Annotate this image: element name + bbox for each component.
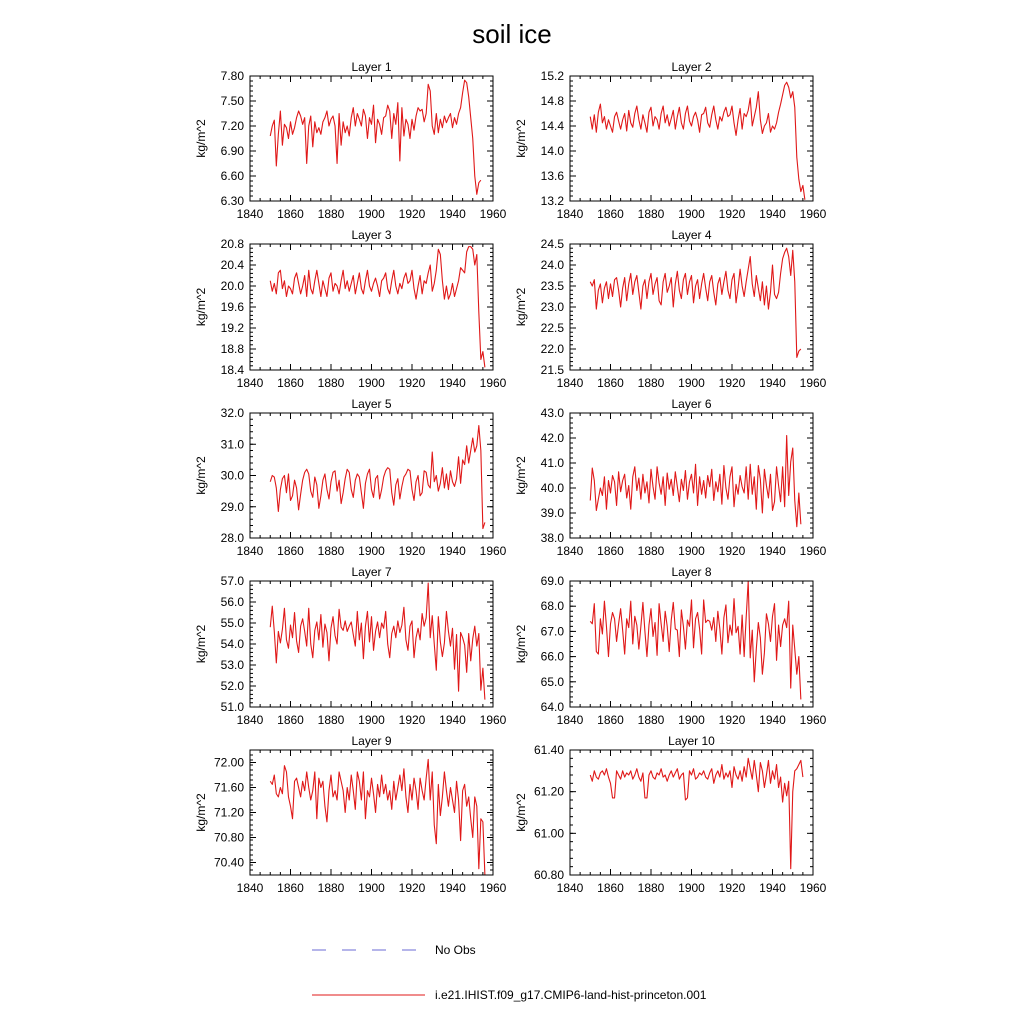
layer-6-xtick-label: 1880	[637, 544, 665, 558]
layer-2-xtick-label: 1880	[637, 207, 665, 221]
layer-3-title: Layer 3	[351, 228, 392, 242]
layer-8-xtick-label: 1900	[678, 713, 705, 727]
layer-6-panel	[514, 397, 827, 558]
layer-2-title: Layer 2	[671, 60, 712, 74]
layer-10-xtick-label: 1900	[678, 881, 705, 895]
layer-6-xtick-label: 1920	[718, 544, 746, 558]
layer-4-ytick-label: 24.5	[540, 237, 564, 251]
layer-6-series-line	[590, 436, 801, 527]
layer-1-ytick-label: 6.30	[220, 194, 244, 208]
layer-5-xtick-label: 1880	[317, 544, 345, 558]
layer-1-xtick-label: 1840	[236, 207, 264, 221]
layer-9-ytick-label: 72.00	[213, 755, 244, 770]
panels	[194, 60, 827, 895]
layer-5-xtick-label: 1860	[277, 544, 304, 558]
layer-8-xtick-label: 1880	[637, 713, 665, 727]
layer-7-ytick-label: 53.0	[220, 658, 244, 672]
layer-10-series-line	[590, 758, 803, 868]
layer-5-ylabel: kg/m^2	[194, 456, 208, 495]
layer-6-ytick-label: 38.0	[540, 531, 564, 545]
layer-1-ytick-label: 7.80	[220, 69, 244, 83]
layer-1-xtick-label: 1860	[277, 207, 304, 221]
layer-8-ytick-label: 65.0	[540, 674, 564, 689]
layer-4-ytick-label: 21.5	[540, 363, 564, 377]
legend-no-obs-label: No Obs	[435, 943, 476, 957]
layer-1-panel	[194, 60, 507, 221]
layer-9-series-line	[270, 759, 485, 875]
layer-2-series-line	[590, 82, 805, 200]
layer-7-xtick-label: 1920	[398, 713, 426, 727]
layer-7-ylabel: kg/m^2	[194, 624, 208, 664]
layer-9-xtick-label: 1880	[317, 881, 345, 895]
layer-1-ytick-label: 7.50	[220, 94, 244, 108]
layer-10-title: Layer 10	[668, 734, 715, 748]
layer-10-xtick-label: 1840	[556, 881, 584, 895]
layer-1-xtick-label: 1940	[439, 207, 466, 221]
layer-2-xtick-label: 1840	[556, 207, 584, 221]
layer-7-ytick-label: 54.0	[220, 637, 244, 651]
layer-4-ytick-label: 22.0	[540, 342, 564, 356]
layer-2-ylabel: kg/m^2	[514, 119, 528, 158]
layer-9-xtick-label: 1900	[358, 881, 385, 895]
layer-3-xtick-label: 1940	[439, 376, 466, 390]
layer-7-xtick-label: 1840	[236, 713, 264, 727]
layer-3-panel	[194, 228, 507, 390]
layer-3-ytick-label: 20.4	[220, 258, 244, 272]
layer-5-xtick-label: 1920	[398, 544, 426, 558]
layer-2-xtick-label: 1900	[678, 207, 705, 221]
layer-5-ytick-label: 32.0	[220, 406, 244, 420]
layer-4-panel	[514, 228, 827, 390]
layer-4-xtick-label: 1920	[718, 376, 746, 390]
layer-6-ytick-label: 39.0	[540, 506, 564, 520]
layer-8-series-line	[590, 581, 801, 699]
layer-8-xtick-label: 1940	[759, 713, 786, 727]
layer-2-xtick-label: 1960	[799, 207, 827, 221]
layer-6-ytick-label: 40.0	[540, 481, 564, 495]
layer-7-title: Layer 7	[351, 565, 392, 579]
legend-model-label: i.e21.IHIST.f09_g17.CMIP6-land-hist-princeton.001	[435, 988, 707, 1002]
layer-5-xtick-label: 1940	[439, 544, 466, 558]
layer-6-xtick-label: 1900	[678, 544, 705, 558]
layer-7-xtick-label: 1880	[317, 713, 345, 727]
layer-1-ylabel: kg/m^2	[194, 119, 208, 158]
layer-10-ytick-label: 61.00	[533, 826, 564, 841]
layer-3-xtick-label: 1960	[479, 376, 507, 390]
layer-5-ytick-label: 29.0	[220, 499, 244, 514]
layer-4-title: Layer 4	[671, 228, 712, 242]
layer-2-ytick-label: 14.0	[540, 144, 564, 158]
layer-10-xtick-label: 1940	[759, 881, 786, 895]
layer-9-ytick-label: 70.40	[213, 855, 244, 870]
layer-9-xtick-label: 1840	[236, 881, 264, 895]
layer-3-ytick-label: 19.6	[220, 300, 244, 314]
layer-4-xtick-label: 1940	[759, 376, 786, 390]
layer-10-panel	[514, 734, 827, 895]
layer-9-ytick-label: 71.60	[213, 780, 244, 795]
layer-5-ytick-label: 31.0	[220, 437, 244, 452]
layer-1-title: Layer 1	[351, 60, 392, 74]
layer-2-xtick-label: 1940	[759, 207, 786, 221]
legend	[312, 943, 707, 1002]
layer-2-ytick-label: 13.6	[540, 169, 564, 183]
figure-title: soil ice	[472, 19, 552, 49]
layer-9-xtick-label: 1860	[277, 881, 304, 895]
layer-9-xtick-label: 1960	[479, 881, 507, 895]
layer-4-series-line	[590, 248, 801, 357]
layer-7-xtick-label: 1940	[439, 713, 466, 727]
layer-9-ylabel: kg/m^2	[194, 793, 208, 832]
layer-8-ytick-label: 68.0	[540, 599, 564, 614]
layer-5-xtick-label: 1960	[479, 544, 507, 558]
layer-4-xtick-label: 1840	[556, 376, 584, 390]
layer-4-ytick-label: 23.5	[540, 279, 564, 293]
layer-3-ylabel: kg/m^2	[194, 287, 208, 327]
layer-8-xtick-label: 1960	[799, 713, 827, 727]
layer-6-ytick-label: 42.0	[540, 431, 564, 445]
layer-4-frame	[570, 244, 813, 370]
layer-8-ylabel: kg/m^2	[514, 624, 528, 664]
layer-3-xtick-label: 1840	[236, 376, 264, 390]
layer-4-ylabel: kg/m^2	[514, 287, 528, 327]
layer-4-xtick-label: 1960	[799, 376, 827, 390]
layer-4-xtick-label: 1880	[637, 376, 665, 390]
layer-8-ytick-label: 67.0	[540, 624, 564, 639]
layer-10-ytick-label: 61.40	[533, 743, 564, 757]
layer-7-xtick-label: 1900	[358, 713, 385, 727]
layer-2-panel	[514, 60, 827, 221]
layer-1-xtick-label: 1920	[398, 207, 426, 221]
layer-2-ytick-label: 15.2	[540, 69, 564, 83]
layer-3-ytick-label: 20.0	[220, 279, 244, 293]
layer-8-ytick-label: 69.0	[540, 574, 564, 588]
layer-7-xtick-label: 1960	[479, 713, 507, 727]
layer-10-xtick-label: 1880	[637, 881, 665, 895]
layer-8-xtick-label: 1920	[718, 713, 746, 727]
layer-7-ytick-label: 51.0	[220, 700, 244, 714]
layer-3-ytick-label: 19.2	[220, 321, 244, 335]
layer-3-ytick-label: 18.4	[220, 363, 244, 377]
layer-8-panel	[514, 565, 827, 727]
layer-3-xtick-label: 1860	[277, 376, 304, 390]
layer-2-ytick-label: 14.8	[540, 94, 564, 108]
layer-3-ytick-label: 20.8	[220, 237, 244, 251]
layer-9-xtick-label: 1920	[398, 881, 426, 895]
layer-1-ytick-label: 6.60	[220, 169, 244, 183]
layer-1-frame	[250, 76, 493, 201]
layer-5-title: Layer 5	[351, 397, 392, 411]
layer-8-ytick-label: 64.0	[540, 700, 564, 714]
layer-7-ytick-label: 56.0	[220, 595, 244, 609]
layer-7-ytick-label: 55.0	[220, 616, 244, 630]
layer-5-series-line	[270, 426, 485, 529]
layer-6-xtick-label: 1960	[799, 544, 827, 558]
layer-7-series-line	[270, 583, 485, 700]
layer-7-xtick-label: 1860	[277, 713, 304, 727]
layer-4-xtick-label: 1860	[597, 376, 624, 390]
layer-3-ytick-label: 18.8	[220, 342, 244, 356]
layer-4-ytick-label: 23.0	[540, 300, 564, 314]
layer-10-xtick-label: 1920	[718, 881, 746, 895]
layer-4-xtick-label: 1900	[678, 376, 705, 390]
layer-5-ytick-label: 28.0	[220, 531, 244, 545]
layer-5-xtick-label: 1840	[236, 544, 264, 558]
layer-1-xtick-label: 1880	[317, 207, 345, 221]
layer-9-title: Layer 9	[351, 734, 392, 748]
layer-2-ytick-label: 14.4	[540, 119, 564, 133]
layer-1-ytick-label: 6.90	[220, 144, 244, 158]
layer-10-ytick-label: 61.20	[533, 784, 564, 799]
layer-9-frame	[250, 750, 493, 875]
layer-5-panel	[194, 397, 507, 558]
layer-5-xtick-label: 1900	[358, 544, 385, 558]
layer-10-ytick-label: 60.80	[533, 868, 564, 882]
layer-5-ytick-label: 30.0	[220, 468, 244, 483]
layer-10-xtick-label: 1860	[597, 881, 624, 895]
layer-1-xtick-label: 1960	[479, 207, 507, 221]
layer-3-xtick-label: 1880	[317, 376, 345, 390]
layer-8-ytick-label: 66.0	[540, 649, 564, 664]
layer-2-ytick-label: 13.2	[540, 194, 564, 208]
layer-7-panel	[194, 565, 507, 727]
layer-4-ytick-label: 24.0	[540, 258, 564, 272]
layer-2-xtick-label: 1920	[718, 207, 746, 221]
layer-6-ytick-label: 41.0	[540, 456, 564, 470]
layer-10-xtick-label: 1960	[799, 881, 827, 895]
layer-9-ytick-label: 70.80	[213, 830, 244, 845]
layer-9-ytick-label: 71.20	[213, 805, 244, 820]
layer-7-ytick-label: 57.0	[220, 574, 244, 588]
layer-3-xtick-label: 1900	[358, 376, 385, 390]
layer-7-ytick-label: 52.0	[220, 679, 244, 693]
layer-1-ytick-label: 7.20	[220, 119, 244, 133]
layer-9-xtick-label: 1940	[439, 881, 466, 895]
layer-10-ylabel: kg/m^2	[514, 793, 528, 832]
layer-8-title: Layer 8	[671, 565, 712, 579]
layer-6-xtick-label: 1840	[556, 544, 584, 558]
layer-8-xtick-label: 1860	[597, 713, 624, 727]
layer-3-frame	[250, 244, 493, 370]
layer-6-xtick-label: 1940	[759, 544, 786, 558]
layer-3-xtick-label: 1920	[398, 376, 426, 390]
layer-2-xtick-label: 1860	[597, 207, 624, 221]
layer-1-series-line	[270, 80, 481, 194]
layer-1-xtick-label: 1900	[358, 207, 385, 221]
layer-8-xtick-label: 1840	[556, 713, 584, 727]
layer-4-ytick-label: 22.5	[540, 321, 564, 335]
layer-6-xtick-label: 1860	[597, 544, 624, 558]
layer-3-series-line	[270, 247, 485, 368]
layer-9-panel	[194, 734, 507, 895]
layer-6-ytick-label: 43.0	[540, 406, 564, 420]
layer-6-title: Layer 6	[671, 397, 712, 411]
layer-6-ylabel: kg/m^2	[514, 456, 528, 495]
layer-2-frame	[570, 76, 813, 201]
